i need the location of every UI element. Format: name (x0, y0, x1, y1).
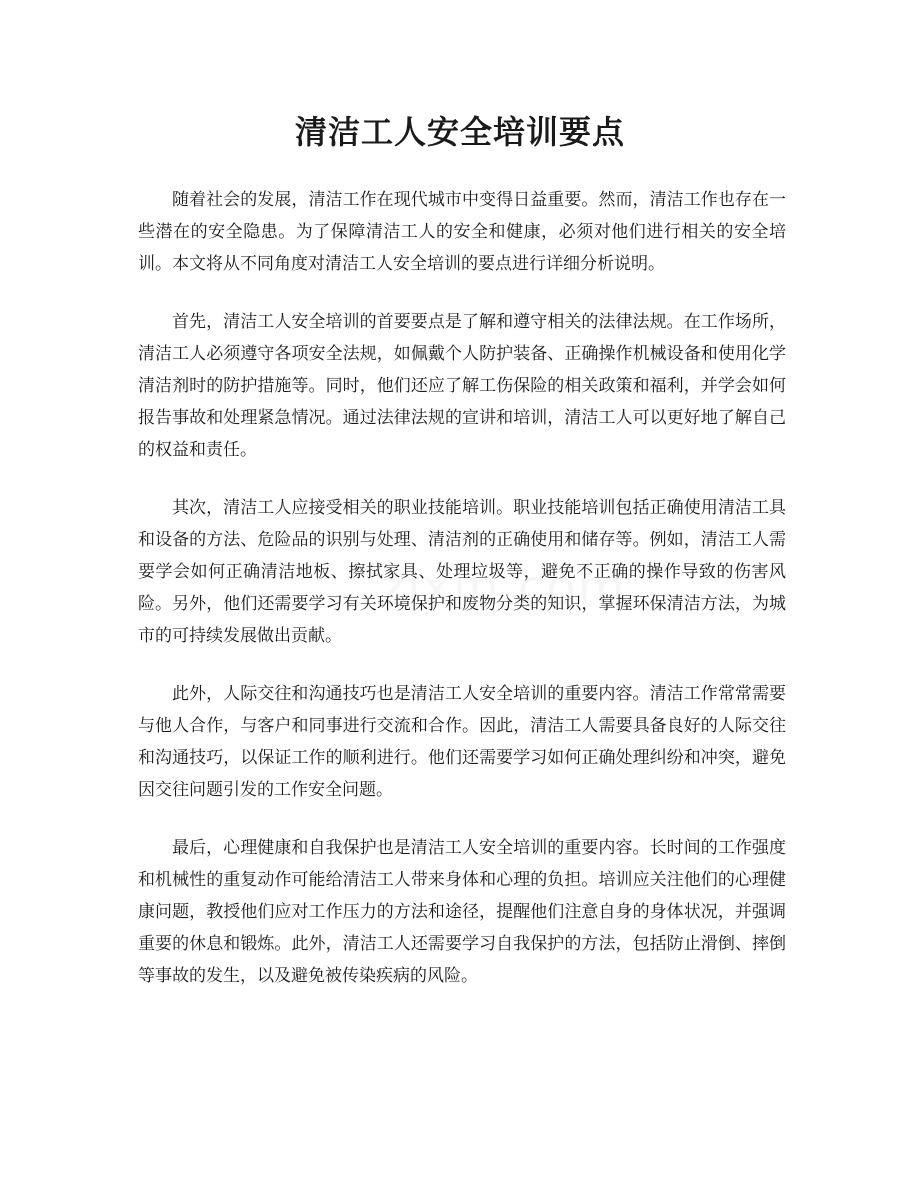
paragraph-intro: 随着社会的发展，清洁工作在现代城市中变得日益重要。然而，清洁工作也存在一些潜在的安全隐患。为了保障清洁工人的安全和健康，必须对他们进行相关的安全培训。本文将从不同角度对清洁工人安全培训的要点进行详细分析说明。 (138, 190, 786, 274)
paragraph-communication: 此外，人际交往和沟通技巧也是清洁工人安全培训的重要内容。清洁工作常常需要与他人合作，与客户和同事进行交流和合作。因此，清洁工人需要具备良好的人际交往和沟通技巧，以保证工作的顺利进行。他们还需要学习如何正确处理纠纷和冲突，避免因交往问题引发的工作安全问题。 (138, 684, 786, 800)
document-body (138, 184, 786, 1018)
document-title: 清洁工人安全培训要点 (294, 113, 625, 151)
paragraph-mental-health: 最后，心理健康和自我保护也是清洁工人安全培训的重要内容。长时间的工作强度和机械性的重复动作可能给清洁工人带来身体和心理的负担。培训应关注他们的心理健康问题，教授他们应对工作压力的方法和途径，提醒他们注意自身的身体状况，并强调重要的休息和锻炼。此外，清洁工人还需要学习自我保护的方法，包括防止滑倒、摔倒等事故的发生，以及避免被传染疾病的风险。 (138, 838, 786, 986)
paragraph-laws: 首先，清洁工人安全培训的首要要点是了解和遵守相关的法律法规。在工作场所，清洁工人必须遵守各项安全法规，如佩戴个人防护装备、正确操作机械设备和使用化学清洁剂时的防护措施等。同时，他们还应了解工伤保险的相关政策和福利，并学会如何报告事故和处理紧急情况。通过法律法规的宣讲和培训，清洁工人可以更好地了解自己的权益和责任。 (138, 312, 786, 460)
paragraph-skills: 其次，清洁工人应接受相关的职业技能培训。职业技能培训包括正确使用清洁工具和设备的方法、危险品的识别与处理、清洁剂的正确使用和储存等。例如，清洁工人需要学会如何正确清洁地板、擦拭家具、处理垃圾等，避免不正确的操作导致的伤害风险。另外，他们还需要学习有关环境保护和废物分类的知识，掌握环保清洁方法，为城市的可持续发展做出贡献。 (138, 498, 786, 646)
